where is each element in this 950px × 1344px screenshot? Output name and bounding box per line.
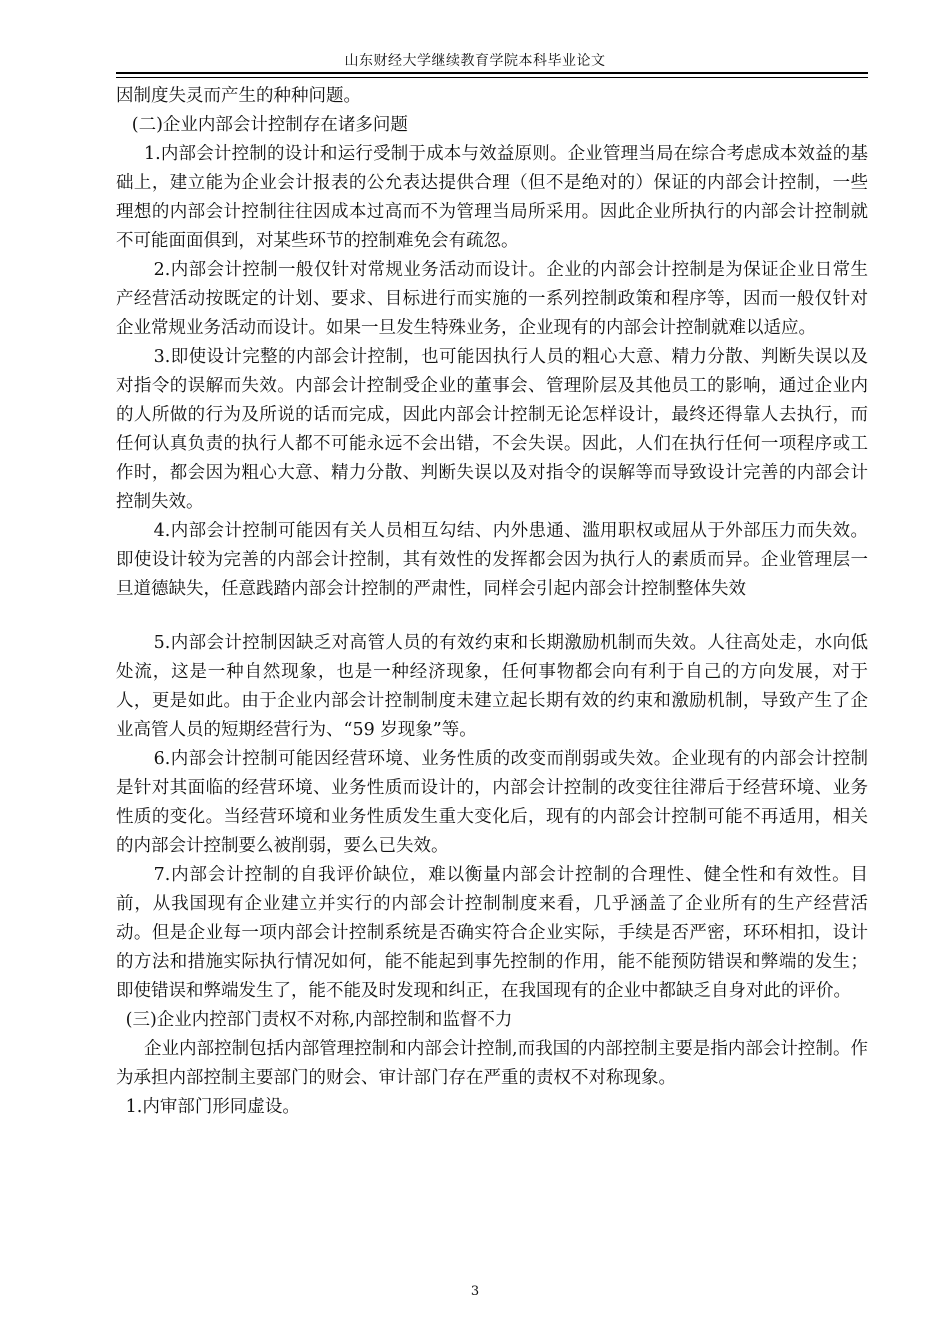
paragraph-item-5: 5.内部会计控制因缺乏对高管人员的有效约束和长期激励机制而失效。人往高处走，水向低处流，这是一种自然现象，也是一种经济现象，任何事物都会向有利于自己的方向发展，对于人，更是如此。由于企业内部会计控制制度未建立起长期有效的约束和激励机制，导致产生了企业高管人员的短期经营行为、“59 岁现象”等。 [116,633,868,740]
blank-line [116,604,868,629]
paragraph-item-7: 7.内部会计控制的自我评价缺位，难以衡量内部会计控制的合理性、健全性和有效性。目前，从我国现有企业建立并实行的内部会计控制制度来看，几乎涵盖了企业所有的生产经营活动。但是企业每一项内部会计控制系统是否确实符合企业实际，手续是否严密，环环相扣，设计的方法和措施实际执行情况如何，能不能起到事先控制的作用，能不能预防错误和弊端的发生；即使错误和弊端发生了，能不能及时发现和纠正，在我国现有的企业中都缺乏自身对此的评价。 [116,865,868,1001]
paragraph-section-3-intro: 企业内部控制包括内部管理控制和内部会计控制,而我国的内部控制主要是指内部会计控制。作为承担内部控制主要部门的财会、审计部门存在严重的责权不对称现象。 [116,1039,868,1088]
subheading-item-1: 1.内审部门形同虚设。 [125,1097,300,1117]
paragraph-item-3: 3.即使设计完整的内部会计控制，也可能因执行人员的粗心大意、精力分散、判断失误以及对指令的误解而失效。内部会计控制受企业的董事会、管理阶层及其他员工的影响，通过企业内的人所做的行为及所说的话而完成，因此内部会计控制无论怎样设计，最终还得靠人去执行，而任何认真负责的执行人都不可能永远不会出错，不会失误。因此，人们在执行任何一项程序或工作时，都会因为粗心大意、精力分散、判断失误以及对指令的误解等而导致设计完善的内部会计控制失效。 [116,347,868,512]
header-rule-thin [116,77,868,78]
paragraph-item-2: 2.内部会计控制一般仅针对常规业务活动而设计。企业的内部会计控制是为保证企业日常生产经营活动按既定的计划、要求、目标进行而实施的一系列控制政策和程序等，因而一般仅针对企业常规业务活动而设计。如果一旦发生特殊业务，企业现有的内部会计控制就难以适应。 [116,260,868,338]
page-number: 3 [470,1284,480,1299]
paragraph-item-6: 6.内部会计控制可能因经营环境、业务性质的改变而削弱或失效。企业现有的内部会计控制是针对其面临的经营环境、业务性质而设计的，内部会计控制的改变往往滞后于经营环境、业务性质的变化。当经营环境和业务性质发生重大变化后，现有的内部会计控制可能不再适用，相关的内部会计控制要么被削弱，要么已失效。 [116,749,868,856]
paragraph-continuation: 因制度失灵而产生的种种问题。 [116,86,361,106]
paragraph-item-4: 4.内部会计控制可能因有关人员相互勾结、内外患通、滥用职权或屈从于外部压力而失效。即使设计较为完善的内部会计控制，其有效性的发挥都会因为执行人的素质而异。企业管理层一旦道德缺失，任意践踏内部会计控制的严肃性，同样会引起内部会计控制整体失效 [116,521,868,599]
header-rule-thick [116,72,868,74]
running-header: 山东财经大学继续教育学院本科毕业论文 [344,53,606,69]
section-heading-3: (三)企业内控部门责权不对称,内部控制和监督不力 [125,1010,513,1030]
document-body [116,82,868,1122]
paragraph-item-1: 1.内部会计控制的设计和运行受制于成本与效益原则。企业管理当局在综合考虑成本效益的基础上，建立能为企业会计报表的公允表达提供合理（但不是绝对的）保证的内部会计控制，一些理想的内部会计控制往往因成本过高而不为管理当局所采用。因此企业所执行的内部会计控制就不可能面面俱到，对某些环节的控制难免会有疏忽。 [116,144,868,251]
section-heading-2: (二)企业内部会计控制存在诸多问题 [131,115,408,135]
